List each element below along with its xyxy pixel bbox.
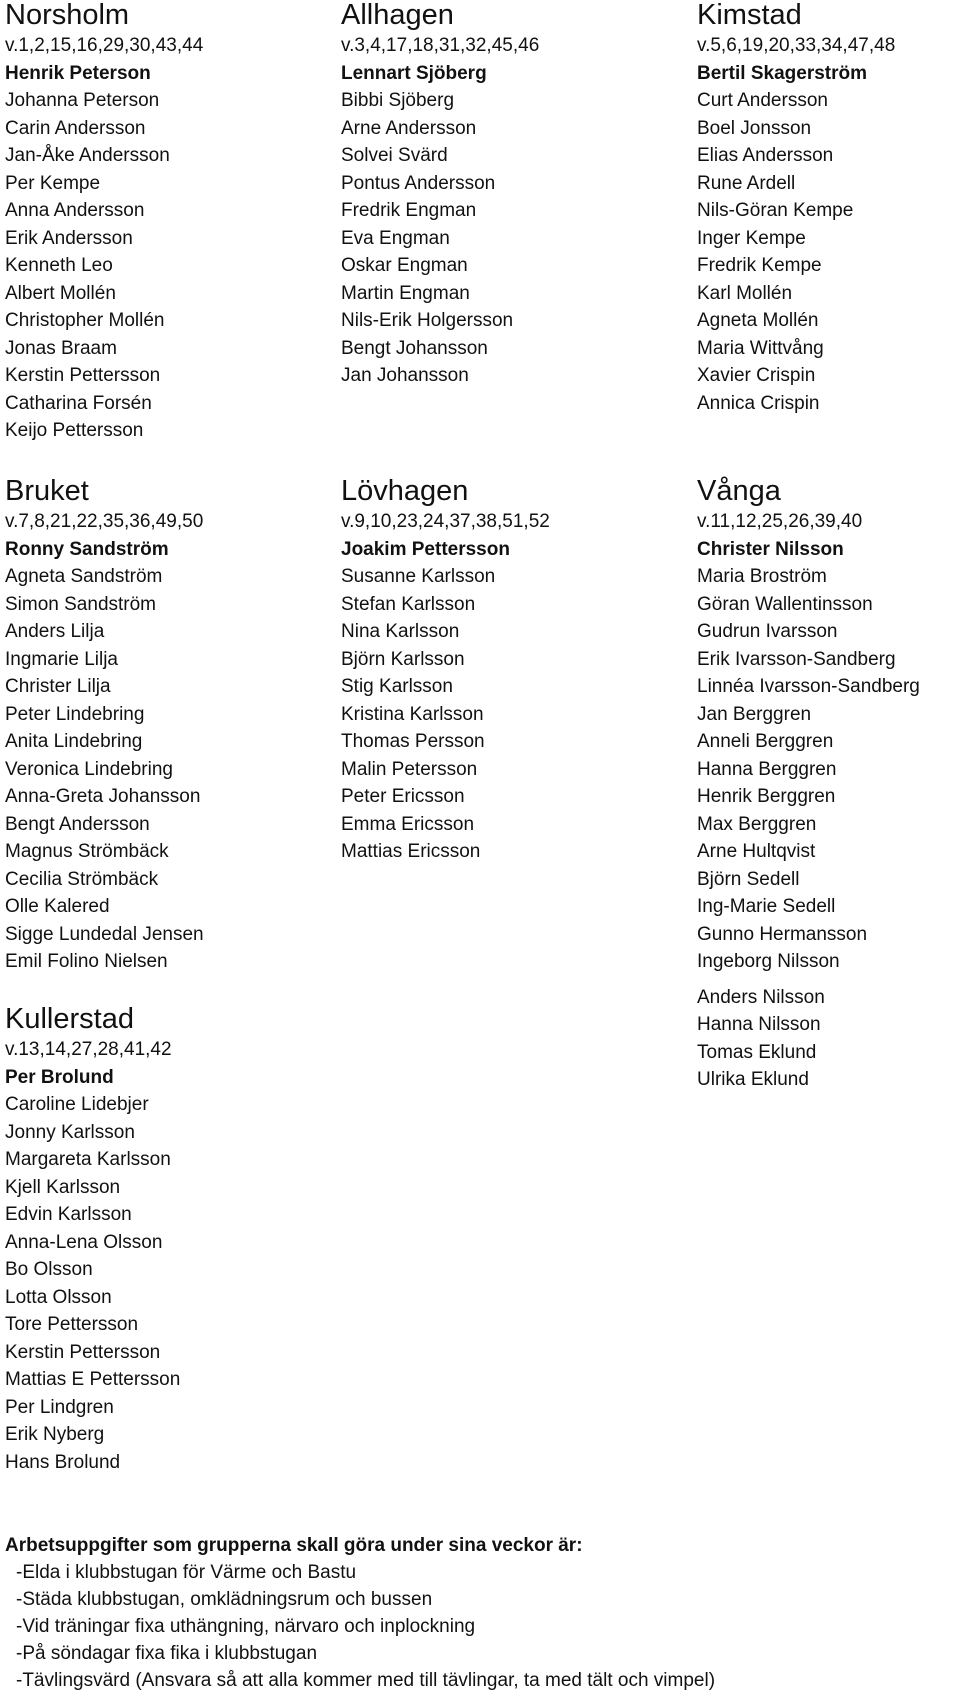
task-item: -Städa klubbstugan, omklädningsrum och bussen bbox=[16, 1589, 433, 1610]
group-member: Maria Broström bbox=[697, 566, 827, 587]
group-member: Tomas Eklund bbox=[697, 1041, 817, 1063]
group-member: Elias Andersson bbox=[697, 145, 834, 166]
group-member: Erik Ivarsson-Sandberg bbox=[697, 648, 896, 670]
group-member: Anders Nilsson bbox=[697, 986, 825, 1008]
group-member: Keijo Pettersson bbox=[5, 420, 144, 441]
group-name: Allhagen bbox=[341, 0, 454, 31]
group-member: Stig Karlsson bbox=[341, 676, 453, 697]
group-member: Ingeborg Nilsson bbox=[697, 951, 840, 972]
group-member: Edvin Karlsson bbox=[5, 1204, 132, 1225]
group-member: Emil Folino Nielsen bbox=[5, 951, 168, 972]
group-member: Simon Sandström bbox=[5, 593, 157, 615]
group-member: Oskar Engman bbox=[341, 255, 468, 276]
group-member: Martin Engman bbox=[341, 282, 470, 304]
group-member: Jan-Åke Andersson bbox=[5, 145, 170, 166]
group-member: Annica Crispin bbox=[697, 392, 820, 414]
group-member: Inger Kempe bbox=[697, 227, 806, 249]
group-member: Kristina Karlsson bbox=[341, 703, 484, 725]
group-member: Peter Ericsson bbox=[341, 786, 465, 807]
group-name: Kimstad bbox=[697, 0, 802, 31]
group-member: Nils-Göran Kempe bbox=[697, 200, 854, 221]
group-weeks: v.9,10,23,24,37,38,51,52 bbox=[341, 511, 550, 532]
group-name: Kullerstad bbox=[5, 1003, 134, 1035]
group-member: Kjell Karlsson bbox=[5, 1176, 121, 1198]
group-member: Cecilia Strömbäck bbox=[5, 868, 159, 890]
group-name: Norsholm bbox=[5, 0, 130, 31]
group-member: Christopher Mollén bbox=[5, 310, 165, 331]
group-member: Bo Olsson bbox=[5, 1259, 93, 1280]
group-member: Tore Pettersson bbox=[5, 1314, 139, 1335]
task-item: -Tävlingsvärd (Ansvara så att alla kommer med till tävlingar, ta med tält och vimpel) bbox=[16, 1670, 716, 1691]
group-member: Eva Engman bbox=[341, 227, 450, 249]
group-member: Christer Lilja bbox=[5, 676, 111, 697]
group-member: Fredrik Kempe bbox=[697, 255, 822, 276]
group-member: Maria Wittvång bbox=[697, 337, 824, 359]
group-leader: Christer Nilsson bbox=[697, 538, 844, 560]
group-leader: Lennart Sjöberg bbox=[341, 62, 487, 84]
group-member: Curt Andersson bbox=[697, 90, 828, 111]
group-leader: Henrik Peterson bbox=[5, 62, 151, 84]
group-member: Hanna Berggren bbox=[697, 758, 837, 780]
group-member: Anneli Berggren bbox=[697, 731, 834, 752]
group-0 bbox=[5, 0, 305, 445]
group-leader: Bertil Skagerström bbox=[697, 62, 868, 84]
group-member: Gunno Hermansson bbox=[697, 923, 868, 945]
group-weeks: v.3,4,17,18,31,32,45,46 bbox=[341, 35, 540, 56]
group-member: Bibbi Sjöberg bbox=[341, 90, 455, 111]
group-5 bbox=[697, 476, 960, 1094]
task-item: -På söndagar fixa fika i klubbstugan bbox=[16, 1643, 318, 1664]
group-member: Kerstin Pettersson bbox=[5, 365, 161, 386]
group-member: Rune Ardell bbox=[697, 172, 796, 194]
group-member: Karl Mollén bbox=[697, 282, 793, 304]
group-member: Mattias Ericsson bbox=[341, 841, 481, 862]
group-member: Olle Kalered bbox=[5, 896, 110, 917]
group-member: Bengt Johansson bbox=[341, 337, 488, 359]
group-member: Margareta Karlsson bbox=[5, 1149, 171, 1170]
group-4 bbox=[341, 476, 641, 866]
group-member: Carin Andersson bbox=[5, 117, 146, 139]
group-member: Erik Nyberg bbox=[5, 1424, 105, 1445]
group-member: Linnéa Ivarsson-Sandberg bbox=[697, 676, 920, 697]
group-member: Anders Lilja bbox=[5, 621, 105, 642]
group-weeks: v.7,8,21,22,35,36,49,50 bbox=[5, 511, 204, 532]
group-member: Boel Jonsson bbox=[697, 117, 812, 139]
group-member: Fredrik Engman bbox=[341, 200, 477, 221]
group-member: Ing-Marie Sedell bbox=[697, 896, 836, 917]
group-member: Xavier Crispin bbox=[697, 365, 816, 386]
group-member: Jonny Karlsson bbox=[5, 1121, 135, 1143]
group-weeks: v.1,2,15,16,29,30,43,44 bbox=[5, 35, 204, 56]
group-member: Nils-Erik Holgersson bbox=[341, 310, 514, 331]
group-1 bbox=[341, 0, 641, 390]
group-weeks: v.11,12,25,26,39,40 bbox=[697, 511, 863, 532]
task-list bbox=[5, 1559, 945, 1694]
group-6 bbox=[5, 1004, 305, 1476]
group-weeks: v.13,14,27,28,41,42 bbox=[5, 1039, 172, 1060]
group-member: Albert Mollén bbox=[5, 282, 116, 304]
group-member: Nina Karlsson bbox=[341, 621, 460, 642]
group-member: Göran Wallentinsson bbox=[697, 593, 873, 615]
group-member: Erik Andersson bbox=[5, 227, 133, 249]
group-member: Emma Ericsson bbox=[341, 813, 475, 835]
group-member: Magnus Strömbäck bbox=[5, 841, 169, 862]
group-member: Thomas Persson bbox=[341, 731, 485, 752]
group-member: Anna-Lena Olsson bbox=[5, 1231, 163, 1253]
tasks-heading: Arbetsuppgifter som grupperna skall göra under sina veckor är: bbox=[5, 1535, 583, 1556]
group-member: Jan Berggren bbox=[697, 703, 812, 725]
group-member: Mattias E Pettersson bbox=[5, 1369, 181, 1390]
group-member: Max Berggren bbox=[697, 813, 817, 835]
group-member: Per Lindgren bbox=[5, 1396, 114, 1418]
group-weeks: v.5,6,19,20,33,34,47,48 bbox=[697, 35, 896, 56]
group-member: Björn Karlsson bbox=[341, 648, 465, 670]
group-member: Arne Andersson bbox=[341, 117, 477, 139]
group-member: Jonas Braam bbox=[5, 337, 117, 359]
group-leader: Joakim Pettersson bbox=[341, 538, 510, 560]
group-member: Sigge Lundedal Jensen bbox=[5, 923, 204, 945]
group-2 bbox=[697, 0, 960, 417]
group-member: Caroline Lidebjer bbox=[5, 1094, 149, 1115]
group-3 bbox=[5, 476, 305, 976]
group-member: Anna Andersson bbox=[5, 200, 145, 221]
task-item: -Vid träningar fixa uthängning, närvaro och inplockning bbox=[16, 1616, 476, 1637]
group-member: Catharina Forsén bbox=[5, 392, 152, 414]
group-member: Agneta Sandström bbox=[5, 566, 163, 587]
group-member: Ingmarie Lilja bbox=[5, 648, 118, 670]
group-member: Lotta Olsson bbox=[5, 1286, 112, 1308]
group-member: Anita Lindebring bbox=[5, 731, 143, 752]
group-member: Kerstin Pettersson bbox=[5, 1341, 161, 1363]
group-leader: Per Brolund bbox=[5, 1066, 114, 1088]
group-member: Ulrika Eklund bbox=[697, 1069, 809, 1090]
group-member: Pontus Andersson bbox=[341, 172, 496, 194]
group-member: Agneta Mollén bbox=[697, 310, 819, 331]
group-member: Arne Hultqvist bbox=[697, 841, 816, 862]
group-member: Solvei Svärd bbox=[341, 145, 448, 166]
group-member: Kenneth Leo bbox=[5, 255, 113, 276]
group-member: Anna-Greta Johansson bbox=[5, 786, 201, 807]
group-member: Johanna Peterson bbox=[5, 90, 160, 111]
group-leader: Ronny Sandström bbox=[5, 538, 169, 560]
group-member: Jan Johansson bbox=[341, 365, 469, 386]
tasks-section bbox=[5, 1532, 945, 1694]
group-member: Malin Petersson bbox=[341, 758, 478, 780]
group-name: Bruket bbox=[5, 475, 89, 507]
group-member: Gudrun Ivarsson bbox=[697, 621, 838, 642]
group-member: Susanne Karlsson bbox=[341, 566, 496, 587]
group-member: Stefan Karlsson bbox=[341, 593, 476, 615]
group-member: Peter Lindebring bbox=[5, 703, 145, 725]
group-member: Per Kempe bbox=[5, 172, 101, 194]
group-member: Hanna Nilsson bbox=[697, 1014, 821, 1035]
task-item: -Elda i klubbstugan för Värme och Bastu bbox=[16, 1562, 357, 1583]
group-member: Björn Sedell bbox=[697, 868, 800, 890]
group-member: Veronica Lindebring bbox=[5, 758, 173, 780]
group-member: Hans Brolund bbox=[5, 1451, 121, 1473]
group-name: Vånga bbox=[697, 475, 781, 507]
group-name: Lövhagen bbox=[341, 475, 469, 507]
group-member: Bengt Andersson bbox=[5, 813, 150, 835]
group-member: Henrik Berggren bbox=[697, 786, 836, 807]
